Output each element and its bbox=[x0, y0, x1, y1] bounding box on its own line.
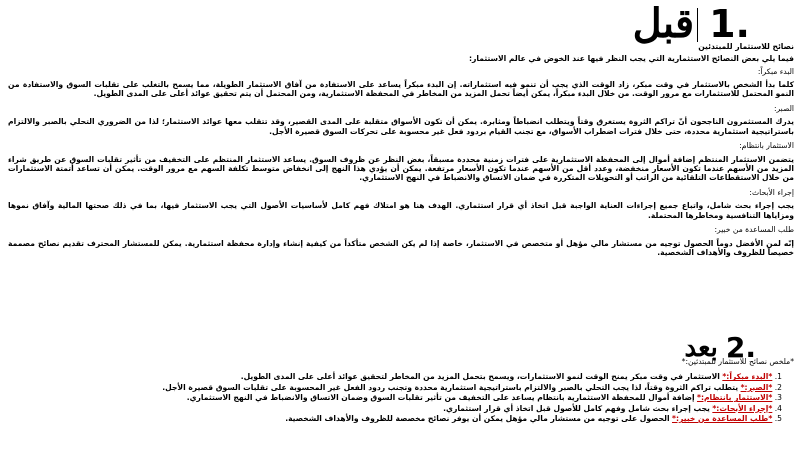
section-body-invest-regularly: يتضمن الاستثمار المنتظم إضافة أموال إلى المحفظة الاستثمارية على فترات زمنية محددة مسبقاً، بغض النظر عن ظروف السوق. يساعد الاستثمار المنتظم على التخفيف من تأثير تقلبات السوق عن طريق شراء المزيد من الأسهم عندما تكون الأسعار منخفضة، وعدد أقل من الأسهم عندما تكون الأسعار مرتفعة. يمكن أن يؤدي هذا النهج إلى انخفاض متوسط تكلفة السهم مع مرور الوقت. يمكن أن تساعد أتمتة الاستثمارات من خلال الاستقطاعات التلقائية من الراتب أو التحويلات المتكررة في ضمان الاتساق والانضباط في النهج الاستثماري. bbox=[8, 154, 794, 183]
list-item-number: 5. bbox=[774, 414, 782, 424]
heading-before-number: 1. bbox=[709, 2, 750, 46]
list-item-text: الاستثمار في وقت مبكر يمنح الوقت لنمو الاستثمارات، ويسمح بتحمل المزيد من المخاطر لتحقيق عوائد أعلى على المدى الطويل. bbox=[240, 372, 720, 382]
section-title-start-early: البدء مبكراً: bbox=[757, 66, 794, 76]
intro-subtitle: فيما يلي بعض النصائح الاستثمارية التي يجب النظر فيها عند الخوض في عالم الاستثمار: bbox=[469, 54, 794, 64]
section-title-expert-help: طلب المساعدة من خبير: bbox=[714, 225, 794, 235]
list-item-number: 1. bbox=[774, 372, 782, 382]
list-item-term: *الاستثمار بانتظام:* bbox=[696, 393, 773, 403]
list-item-term: *الصبر:* bbox=[740, 382, 773, 392]
list-item-term: *البدء مبكراً:* bbox=[722, 372, 773, 382]
list-item-text: يتطلب تراكم الثروة وقتاً، لذا يجب التحلي بالصبر والالتزام باستراتيجية استثمارية محددة وتجنب ردود الفعل غير المحسوبة على تقلبات السوق قصيرة الأجل. bbox=[162, 382, 739, 392]
list-item bbox=[8, 404, 782, 413]
section-body-research: يجب إجراء بحث شامل، واتباع جميع إجراءات العناية الواجبة قبل اتخاذ أي قرار استثماري. الهدف هنا هو امتلاك فهم كامل لأساسيات الأصول التي يجب الاستثمار فيها، بما في ذلك صحتها المالية وآفاق نموها ومزاياها التنافسية ومخاطرها المحتملة. bbox=[8, 201, 794, 220]
list-item-number: 4. bbox=[774, 403, 782, 413]
list-item bbox=[8, 393, 782, 402]
heading-before-word: قبل bbox=[632, 0, 695, 47]
list-item-term: *طلب المساعدة من خبير:* bbox=[671, 414, 773, 424]
list-item-text: يجب إجراء بحث شامل وفهم كامل للأصول قبل اتخاذ أي قرار استثماري. bbox=[443, 403, 710, 413]
section-title-patience: الصبر: bbox=[773, 103, 794, 113]
list-item-number: 3. bbox=[774, 393, 782, 403]
heading-after-word: بعد bbox=[684, 333, 718, 363]
summary-heading: *ملخص نصائح للاستثمار للمبتدئين:* bbox=[681, 357, 794, 366]
list-item-number: 2. bbox=[774, 382, 782, 392]
list-item bbox=[8, 372, 782, 381]
section-body-expert-help: إنّه لمن الأفضل دوماً الحصول توجيه من مستشار مالي مؤهل أو متخصص في الاستثمار، خاصة إذا لم يكن الشخص متأكداً من كيفية إنشاء وإدارة محفظة استثمارية. يمكن للمستشار المحترف تقديم نصائح مصممة خصيصاً للظروف والأهداف الشخصية. bbox=[8, 238, 794, 258]
list-item bbox=[8, 414, 782, 423]
after-section bbox=[8, 357, 794, 424]
heading-after-number: 2. bbox=[725, 331, 756, 364]
section-title-invest-regularly: الاستثمار بانتظام: bbox=[739, 141, 794, 151]
intro-title: نصائح للاستثمار للمبتدئين bbox=[698, 42, 794, 51]
list-item bbox=[8, 383, 782, 392]
section-body-start-early: كلما بدأ الشخص بالاستثمار في وقت مبكر، زاد الوقت الذي يجب أن تنمو فيه استثماراته. إن البدء مبكراً يساعد على الاستفادة من آفاق الاستثمار الطويلة، مما يسمح بالتغلب على تقلبات السوق والاستفادة من النمو المحتمل للاستثمارات مع مرور الوقت. من خلال البدء مبكراً، يمكن أيضاً تحمل المزيد من المخاطر في المحفظة الاستثمارية، ومن المحتمل أن يتم تحقيق عوائد أعلى على المدى الطويل. bbox=[8, 79, 794, 99]
before-section bbox=[8, 42, 794, 263]
section-title-research: إجراء الأبحاث: bbox=[749, 188, 794, 198]
list-item-text: الحصول على توجيه من مستشار مالي مؤهل يمكن أن يوفر نصائح مخصصة للظروف والأهداف الشخصية. bbox=[285, 414, 670, 424]
section-body-patience: يدرك المستثمرون الناجحون أنّ تراكم الثروة يستغرق وقتاً ويتطلب انضباطاً ومثابرة. يمكن أن تكون الأسواق متقلبة على المدى القصير، وقد تتقلب معها عوائد الاستثمار؛ لذا من الضروري التحلي بالصبر والالتزام باستراتيجية استثمارية محددة، حتى خلال فترات اضطراب الأسواق، مع تجنب القيام بردود فعل غير محسوبة على تحركات السوق قصيرة الأجل. bbox=[8, 117, 794, 136]
summary-list bbox=[8, 372, 794, 423]
heading-before bbox=[633, 2, 750, 46]
list-item-term: *إجراء الأبحاث:* bbox=[712, 403, 773, 413]
text-cursor bbox=[697, 8, 698, 42]
list-item-text: إضافة أموال للمحفظة الاستثمارية بانتظام يساعد على التخفيف من تأثير تقلبات السوق وضمان الاتساق والانضباط في النهج الاستثماري. bbox=[186, 393, 695, 403]
